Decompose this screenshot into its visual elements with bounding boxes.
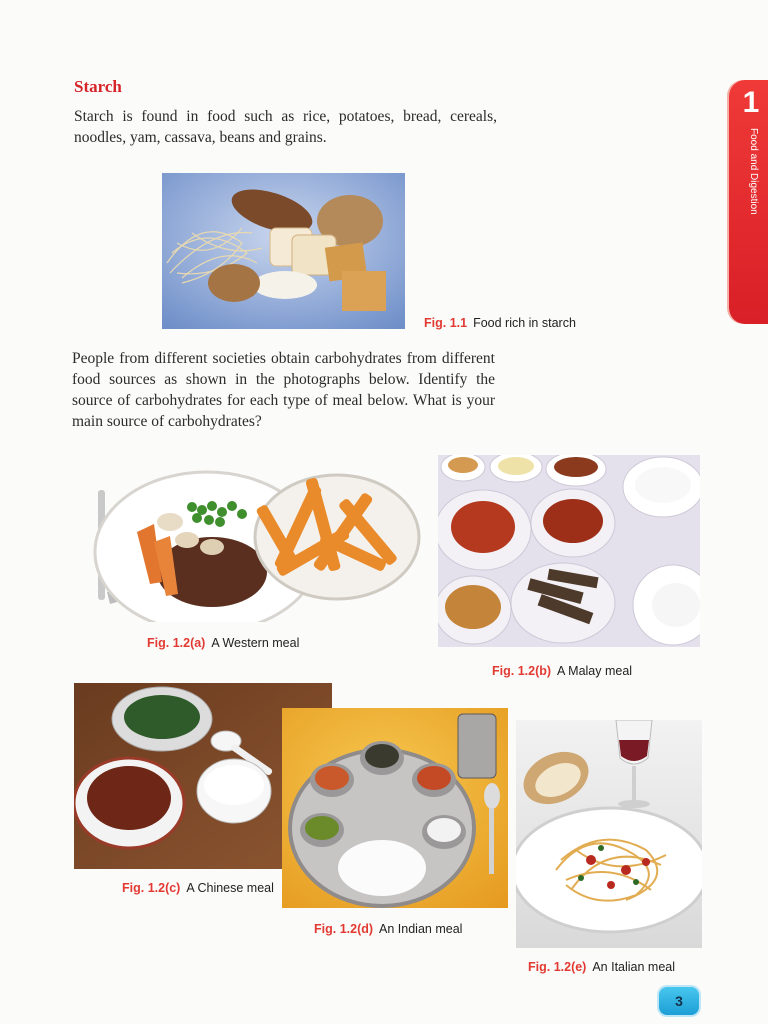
fig-1-2a-caption — [147, 636, 299, 650]
fig-1-1-number: Fig. 1.1 — [424, 316, 468, 330]
fig-1-2e-text: An Italian meal — [592, 960, 676, 974]
fig-1-2c-text: A Chinese meal — [186, 881, 274, 895]
malay-meal-photo — [438, 455, 700, 647]
italian-meal-photo — [516, 720, 702, 948]
fig-1-1-caption — [424, 316, 576, 330]
starch-foods-photo — [162, 173, 405, 329]
fig-1-1-text: Food rich in starch — [473, 316, 576, 330]
fig-1-2e-number: Fig. 1.2(e) — [528, 960, 587, 974]
page-number: 3 — [657, 985, 701, 1017]
carbohydrate-paragraph: People from different societies obtain carbohydrates from different food sources as shown in the photographs below. Identify the source of carbohydrates for each type of meal below. What is your main source of carbohydrates? — [72, 350, 495, 430]
fig-1-2d-caption — [314, 922, 462, 936]
intro-paragraph: Starch is found in food such as rice, potatoes, bread, cereals, noodles, yam, cassava, beans and grains. — [74, 108, 497, 146]
fig-1-2a-text: A Western meal — [211, 636, 300, 650]
fig-1-2d-number: Fig. 1.2(d) — [314, 922, 374, 936]
fig-1-2c-number: Fig. 1.2(c) — [122, 881, 181, 895]
fig-1-2d-text: An Indian meal — [379, 922, 463, 936]
section-heading: Starch — [74, 77, 122, 96]
fig-1-2b-text: A Malay meal — [557, 664, 633, 678]
fig-1-2a-number: Fig. 1.2(a) — [147, 636, 206, 650]
fig-1-2b-number: Fig. 1.2(b) — [492, 664, 552, 678]
western-meal-photo — [92, 462, 422, 622]
fig-1-2c-caption — [122, 881, 274, 895]
chapter-number: 1 — [742, 86, 760, 119]
fig-1-2b-caption — [492, 664, 632, 678]
chapter-title: Food and Digestion — [748, 128, 759, 215]
indian-meal-photo — [282, 708, 508, 908]
fig-1-2e-caption — [528, 960, 675, 974]
